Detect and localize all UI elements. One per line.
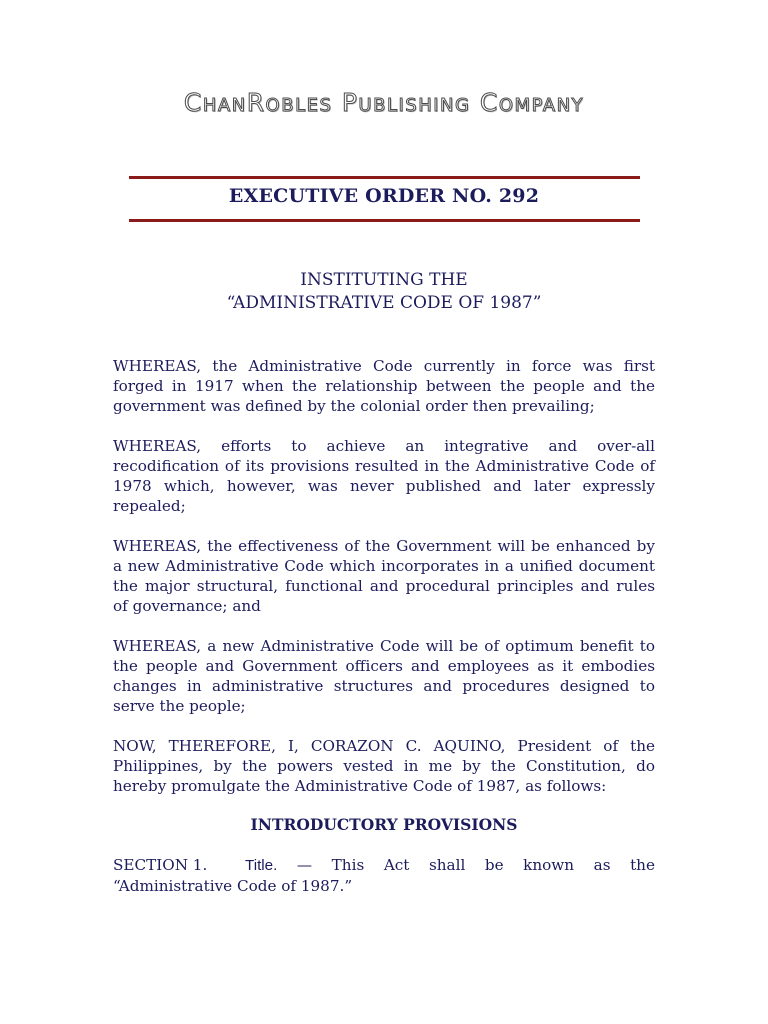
now-therefore-paragraph: NOW, THEREFORE, I, CORAZON C. AQUINO, President of the Philippines, by the powers vested in me by the Constitution, do hereby promulgate the Administrative Code of 1987, as follows: <box>113 737 655 795</box>
title-rule-top <box>129 176 640 179</box>
title-rule-bottom <box>129 219 640 222</box>
section-1-lead <box>113 855 277 876</box>
section-1-word: the <box>630 856 655 874</box>
section-1 <box>113 855 655 896</box>
section-1-word: be <box>484 856 504 874</box>
whereas-paragraph-2: WHEREAS, efforts to achieve an integrative and over-all recodification of its provisions resulted in the Administrative Code of 1978 which, however, was never published and later expressly repealed; <box>113 437 655 515</box>
introductory-provisions-heading: INTRODUCTORY PROVISIONS <box>250 815 518 834</box>
section-1-word: — <box>296 856 313 874</box>
subtitle-line-1: INSTITUTING THE <box>300 270 468 290</box>
section-1-label: SECTION 1. <box>113 856 208 874</box>
subtitle-line-2: “ADMINISTRATIVE CODE OF 1987” <box>226 293 542 313</box>
section-1-line-1 <box>113 855 655 876</box>
section-1-line-2: “Administrative Code of 1987.” <box>113 877 353 895</box>
section-1-word: known <box>523 856 575 874</box>
executive-order-title: EXECUTIVE ORDER NO. 292 <box>228 185 540 207</box>
section-1-word: shall <box>428 856 466 874</box>
section-1-word: This <box>331 856 365 874</box>
section-1-word: Act <box>383 856 410 874</box>
section-1-word: as <box>593 856 611 874</box>
publisher-logo-text: ChanRobles Publishing Company <box>183 88 585 117</box>
whereas-paragraph-4: WHEREAS, a new Administrative Code will be of optimum benefit to the people and Government officers and employees as it embodies changes in administrative structures and procedures designed to serve the people; <box>113 637 655 715</box>
section-1-title: Title. <box>245 857 278 874</box>
whereas-paragraph-3: WHEREAS, the effectiveness of the Government will be enhanced by a new Administrative Code which incorporates in a unified document the major structural, functional and procedural principles and rules of governance; and <box>113 537 655 615</box>
whereas-paragraph-1: WHEREAS, the Administrative Code currently in force was first forged in 1917 when the relationship between the people and the government was defined by the colonial order then prevailing; <box>113 357 655 415</box>
